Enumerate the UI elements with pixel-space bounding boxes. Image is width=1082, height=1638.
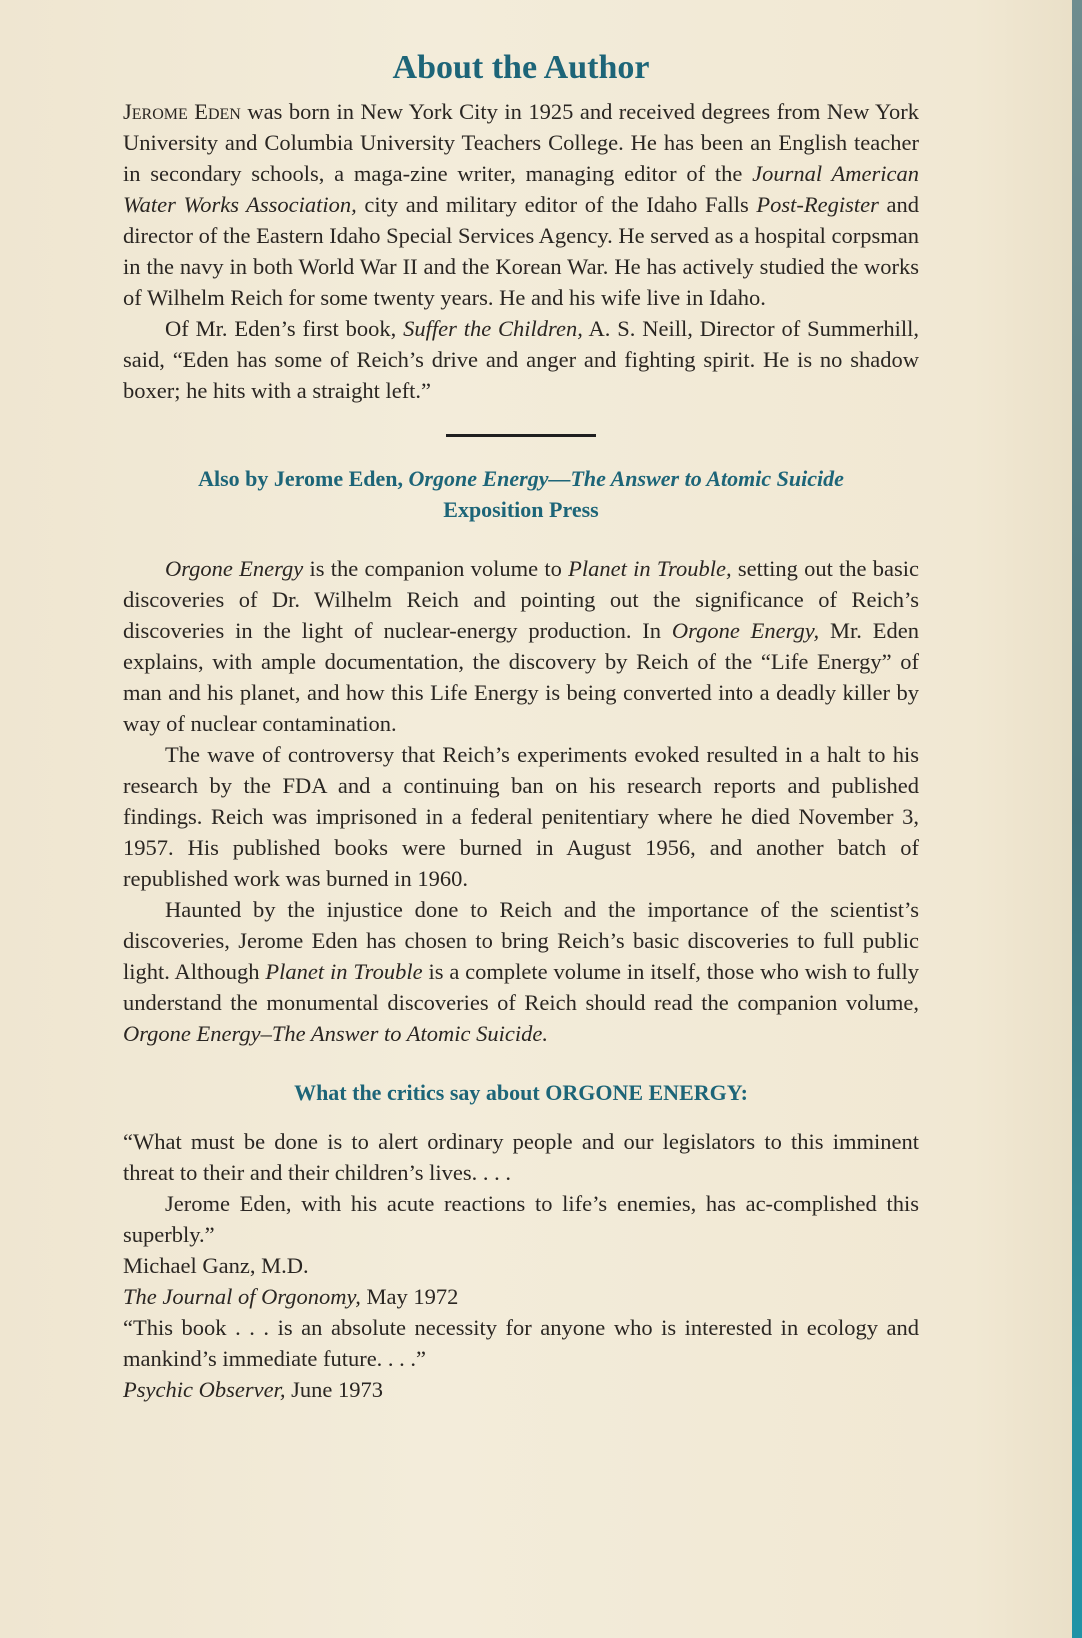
- bio-paragraph-1: Jerome Eden was born in New York City in 1925 and received degrees from New York University and Columbia University Teachers College. He has been an English teacher in secondary schools, a maga-zine writer, managing editor of the Journal American Water Works Association, city and military editor of the Idaho Falls Post-Register and director of the Eastern Idaho Special Services Agency. He served as a hospital corpsman in the navy in both World War II and the Korean War. He has actively studied the works of Wilhelm Reich for some twenty years. He and his wife live in Idaho.: [123, 99, 919, 310]
- critic-1-source: The Journal of Orgonomy, May 1972: [123, 1284, 459, 1309]
- critic-quote-1: “What must be done is to alert ordinary people and our legislators to this imminent threat to their and their children’s lives. . . .: [123, 1129, 919, 1185]
- orgone-paragraph-1: Orgone Energy is the companion volume to Planet in Trouble, setting out the basic discoveries of Dr. Wilhelm Reich and pointing out the significance of Reich’s discoveries in the light of nuclear-energy production. In Orgone Energy, Mr. Eden explains, with ample documentation, the discovery by Reich of the “Life Energy” of man and his planet, and how this Life Energy is being converted into a deadly killer by way of nuclear contamination.: [123, 556, 920, 736]
- bio-paragraph-2: Of Mr. Eden’s first book, Suffer the Children, A. S. Neill, Director of Summerhill, said, “Eden has some of Reich’s drive and anger and fighting spirit. He is no shadow boxer; he hits with a straight left.”: [123, 316, 920, 403]
- back-cover-text: [123, 46, 919, 1405]
- critics-heading: What the critics say about ORGONE ENERGY:: [294, 1080, 748, 1105]
- cover-edge: [1072, 0, 1082, 1638]
- author-name: Jerome Eden: [123, 99, 241, 124]
- publisher-line: Exposition Press: [443, 497, 599, 522]
- section-divider: [446, 434, 596, 437]
- orgone-paragraph-2: The wave of controversy that Reich’s experiments evoked resulted in a halt to his research by the FDA and a continuing ban on his research reports and published findings. Reich was imprisoned in a federal penitentiary where he died November 3, 1957. His published books were burned in August 1956, and another batch of republished work was burned in 1960.: [123, 742, 919, 891]
- critic-quote-1-continued: Jerome Eden, with his acute reactions to life’s enemies, has ac-complished this superbly.”: [123, 1191, 919, 1247]
- critic-2-source: Psychic Observer, June 1973: [123, 1377, 383, 1402]
- orgone-paragraph-3: Haunted by the injustice done to Reich and the importance of the scientist’s discoveries, Jerome Eden has chosen to bring Reich’s basic discoveries to full public light. Although Planet in Trouble is a complete volume in itself, those who wish to fully understand the monumental discoveries of Reich should read the companion volume, Orgone Energy–The Answer to Atomic Suicide.: [123, 897, 919, 1046]
- critic-quote-2: “This book . . . is an absolute necessity for anyone who is interested in ecology and mankind’s immediate future. . . .”: [123, 1315, 919, 1371]
- page-title: About the Author: [392, 49, 650, 86]
- critic-1-author: Michael Ganz, M.D.: [123, 1253, 309, 1278]
- also-by-heading: Also by Jerome Eden, Orgone Energy—The Answer to Atomic Suicide: [198, 466, 844, 491]
